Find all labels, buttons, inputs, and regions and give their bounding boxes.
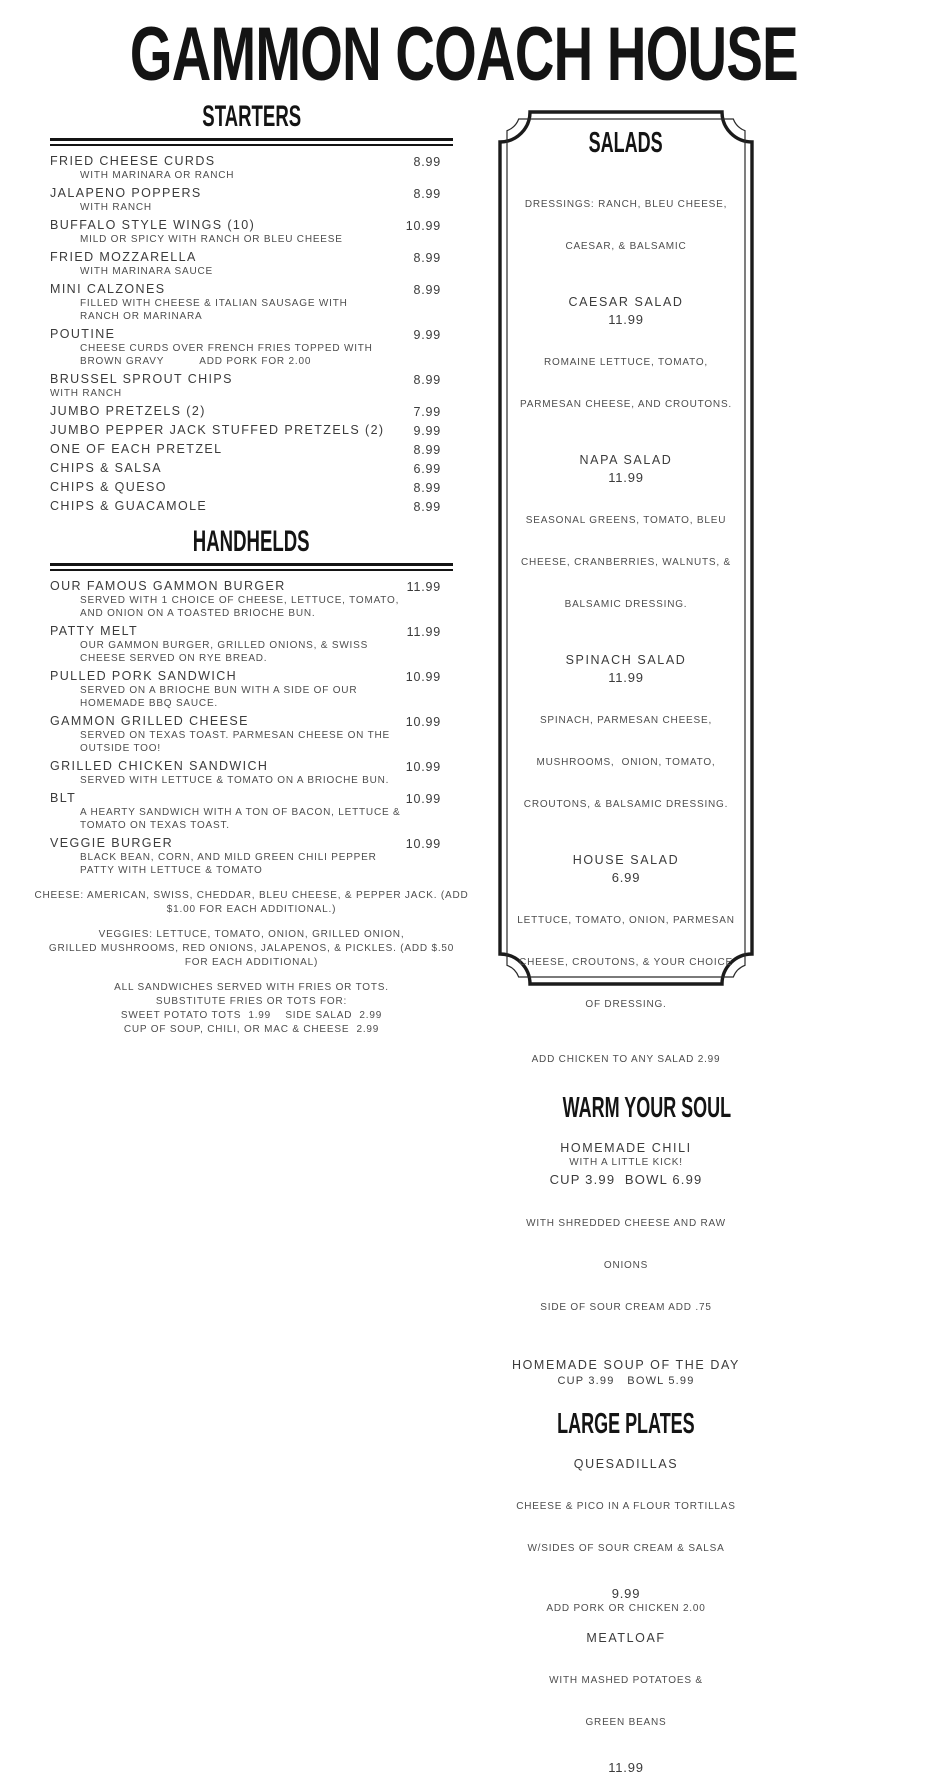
item-name: GRILLED CHICKEN SANDWICH [50,759,269,773]
item-price: 11.99 [608,670,644,685]
menu-item [511,652,741,840]
item-name: OUR FAMOUS GAMMON BURGER [50,579,286,593]
item-price: 10.99 [405,760,441,774]
menu-item [50,668,453,710]
item-desc: TOMATO ON TEXAS TOAST. [80,820,230,831]
section-handhelds [50,526,453,877]
item-price: 11.99 [406,580,441,594]
item-desc: BLACK BEAN, CORN, AND MILD GREEN CHILI PEPPER [80,852,377,863]
item-name: FRIED CHEESE CURDS [50,154,216,168]
section-heading: HANDHELDS [193,525,310,558]
item-name: BLT [50,791,77,805]
menu-item [50,623,453,665]
item-name: SPINACH SALAD [565,653,687,667]
item-price: 8.99 [413,283,441,297]
item-desc: WITH MARINARA OR RANCH [80,170,235,181]
item-name: CHIPS & GUACAMOLE [50,499,208,513]
item-price: 11.99 [608,470,644,485]
item-desc: BROWN GRAVY ADD PORK FOR 2.00 [80,356,312,367]
item-desc: SPINACH, PARMESAN CHEESE, MUSHROOMS, ONION, TOMATO, CROUTONS, & BALSAMIC DRESSING. [523,715,729,810]
item-price: 8.99 [413,155,441,169]
starters-items [50,153,453,514]
item-price: 10.99 [405,837,441,851]
item-price: 9.99 [611,1586,641,1601]
salads-heading: SALADS [589,127,663,159]
item-desc: OUTSIDE TOO! [80,743,161,754]
item-price: 11.99 [406,625,441,639]
item-price: 8.99 [413,481,441,495]
item-desc: OUR GAMMON BURGER, GRILLED ONIONS, & SWISS [80,640,369,651]
item-name: JALAPENO POPPERS [50,186,202,200]
cheese-note: CHEESE: AMERICAN, SWISS, CHEDDAR, BLEU CHEESE, & PEPPER JACK. (ADD $1.00 FOR EACH ADDITIONAL.) [34,890,469,915]
menu-item [50,758,453,787]
menu-item [50,153,453,182]
menu-item [50,281,453,323]
item-desc: SERVED WITH 1 CHOICE OF CHEESE, LETTUCE, TOMATO, [80,595,400,606]
item-name: CHIPS & QUESO [50,480,167,494]
menu-item [511,1456,741,1616]
menu-item [50,326,453,368]
frame-content [498,110,754,1775]
item-price: 10.99 [405,715,441,729]
section-heading: STARTERS [202,100,301,133]
item-price: 10.99 [405,792,441,806]
item-desc: SEASONAL GREENS, TOMATO, BLEU CHEESE, CRANBERRIES, WALNUTS, & BALSAMIC DRESSING. [520,515,732,610]
item-name: JUMBO PEPPER JACK STUFFED PRETZELS (2) [50,423,385,437]
large-plates-heading: LARGE PLATES [557,1408,695,1440]
item-name: CAESAR SALAD [568,295,684,309]
item-desc: RANCH OR MARINARA [80,311,203,322]
item-name: JUMBO PRETZELS (2) [50,404,206,418]
item-price: 11.99 [608,312,644,327]
item-name: HOUSE SALAD [572,853,680,867]
item-desc: WITH RANCH [50,388,122,399]
item-price: 10.99 [405,219,441,233]
item-name: MINI CALZONES [50,282,166,296]
item-sizes: CUP 3.99 BOWL 6.99 [549,1172,703,1187]
item-name: MEATLOAF [586,1631,666,1645]
item-name: HOMEMADE SOUP OF THE DAY [511,1358,740,1372]
menu-item [50,217,453,246]
menu-item [50,403,453,419]
item-price: 8.99 [413,500,441,514]
item-name: NAPA SALAD [579,453,673,467]
item-price: 8.99 [413,373,441,387]
double-rule [50,563,453,571]
item-name: GAMMON GRILLED CHEESE [50,714,249,728]
item-name: PATTY MELT [50,624,139,638]
item-note: ADD PORK OR CHICKEN 2.00 [546,1603,706,1614]
warm-your-soul-heading: WARM YOUR SOUL [562,1092,732,1124]
menu-item [50,790,453,832]
menu-item [50,422,453,438]
menu-item [511,1630,741,1776]
menu-item [50,441,453,457]
item-name: QUESADILLAS [573,1457,679,1471]
item-desc: A HEARTY SANDWICH WITH A TON OF BACON, LETTUCE & [80,807,401,818]
menu-item [50,835,453,877]
item-name: PULLED PORK SANDWICH [50,669,238,683]
item-desc: WITH MARINARA SAUCE [80,266,213,277]
item-name: CHIPS & SALSA [50,461,162,475]
menu-item [50,713,453,755]
menu-item [511,1140,741,1343]
item-desc: WITH MASHED POTATOES & GREEN BEANS [549,1675,703,1728]
item-price: 6.99 [611,870,641,885]
item-name: ONE OF EACH PRETZEL [50,442,223,456]
section-starters [50,101,453,514]
item-price: 9.99 [413,328,441,342]
item-desc: CHEESE CURDS OVER FRENCH FRIES TOPPED WITH [80,343,373,354]
item-desc: SERVED ON A BRIOCHE BUN WITH A SIDE OF OUR [80,685,358,696]
item-desc: HOMEMADE BBQ SAUCE. [80,698,218,709]
item-price: 8.99 [413,443,441,457]
item-price: 9.99 [413,424,441,438]
item-name: BUFFALO STYLE WINGS (10) [50,218,256,232]
item-desc: WITH RANCH [80,202,152,213]
menu-item [511,1357,741,1389]
menu-notes [29,889,474,1037]
salads-footer: ADD CHICKEN TO ANY SALAD 2.99 [531,1054,721,1065]
menu-item [511,852,741,1040]
item-desc: AND ONION ON A TOASTED BRIOCHE BUN. [80,608,316,619]
sides-note: ALL SANDWICHES SERVED WITH FRIES OR TOTS. SUBSTITUTE FRIES OR TOTS FOR: SWEET POTATO TOTS 1.99 SIDE SALAD 2.99 CUP OF SOUP, CHILI, OR MAC & CHEESE 2.99 [114,982,389,1035]
item-desc: ROMAINE LETTUCE, TOMATO, PARMESAN CHEESE, AND CROUTONS. [520,357,732,410]
item-price: 11.99 [608,1760,644,1775]
item-price: 6.99 [413,462,441,476]
item-name: HOMEMADE CHILI [560,1141,692,1155]
item-desc: SERVED WITH LETTUCE & TOMATO ON A BRIOCHE BUN. [80,775,390,786]
item-desc: CHEESE SERVED ON RYE BREAD. [80,653,268,664]
item-name: FRIED MOZZARELLA [50,250,197,264]
restaurant-name: GAMMON COACH HOUSE [129,12,798,97]
right-column-frame [498,110,754,1775]
item-desc: CHEESE & PICO IN A FLOUR TORTILLAS W/SIDES OF SOUR CREAM & SALSA [516,1501,736,1554]
double-rule [50,138,453,146]
menu-item [50,460,453,476]
item-name: VEGGIE BURGER [50,836,174,850]
item-price: 8.99 [413,251,441,265]
handhelds-items [50,578,453,877]
salads-dressings: DRESSINGS: RANCH, BLEU CHEESE, CAESAR, & BALSAMIC [524,199,728,252]
menu-item [50,578,453,620]
item-desc: LETTUCE, TOMATO, ONION, PARMESAN CHEESE, CROUTONS, & YOUR CHOICE OF DRESSING. [517,915,735,1010]
left-column [34,100,469,1037]
item-desc: PATTY WITH LETTUCE & TOMATO [80,865,263,876]
menu-item [511,294,741,440]
menu-item [50,498,453,514]
item-price: 10.99 [405,670,441,684]
item-desc: MILD OR SPICY WITH RANCH OR BLEU CHEESE [80,234,343,245]
menu-item [50,479,453,495]
menu-item [511,452,741,640]
item-name: BRUSSEL SPROUT CHIPS [50,372,233,386]
veggies-note: VEGGIES: LETTUCE, TOMATO, ONION, GRILLED ONION, GRILLED MUSHROOMS, RED ONIONS, JALAPENOS, & PICKLES. (ADD $.50 FOR EACH ADDITIONAL) [48,929,455,968]
item-name: POUTINE [50,327,116,341]
item-desc: FILLED WITH CHEESE & ITALIAN SAUSAGE WITH [80,298,348,309]
item-price: 8.99 [413,187,441,201]
item-desc: SERVED ON TEXAS TOAST. PARMESAN CHEESE ON THE [80,730,390,741]
item-subtitle: WITH A LITTLE KICK! [569,1157,683,1168]
menu-item [50,249,453,278]
item-sizes: CUP 3.99 BOWL 5.99 [557,1375,695,1387]
item-desc: WITH SHREDDED CHEESE AND RAW ONIONS SIDE OF SOUR CREAM ADD .75 [526,1218,726,1313]
item-price: 7.99 [413,405,441,419]
menu-item [50,371,453,400]
menu-item [50,185,453,214]
